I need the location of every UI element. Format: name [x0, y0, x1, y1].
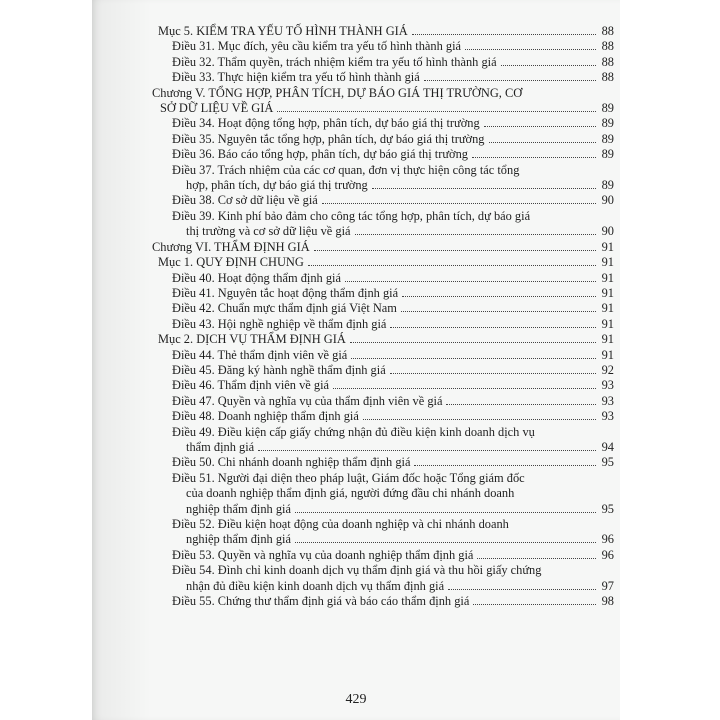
toc-entry-title-line: Điều 52. Điều kiện hoạt động của doanh nghiệp và chi nhánh doanh [172, 517, 509, 531]
toc-entry-dieu [152, 163, 614, 194]
toc-entry-title: Điều 41. Nguyên tắc hoạt động thẩm định giá [172, 285, 399, 300]
toc-entry-title: Điều 55. Chứng thư thẩm định giá và báo cáo thẩm định giá [172, 594, 470, 609]
dot-leader [465, 49, 596, 50]
toc-entry-title-line: Điều 39. Kinh phí bảo đảm cho công tác tổng hợp, phân tích, dự báo giá [172, 208, 531, 223]
dot-leader [473, 604, 596, 605]
toc-entry-title: Điều 40. Hoạt động thẩm định giá [172, 270, 341, 285]
dot-leader [277, 111, 596, 112]
toc-entry-title: nhận đủ điều kiện kinh doanh dịch vụ thẩm định giá [186, 578, 445, 593]
dot-leader [484, 126, 596, 127]
toc-entry-dieu [152, 548, 614, 563]
toc-entry-title: thẩm định giá [186, 439, 255, 454]
toc-entry-page: 89 [601, 101, 614, 116]
dot-leader [501, 65, 596, 66]
dot-leader [390, 327, 596, 328]
toc-entry-title: nghiệp thẩm định giá [186, 532, 291, 547]
toc-entry-dieu [152, 363, 614, 378]
toc-entry-page: 98 [601, 594, 614, 609]
toc-entry-row [172, 178, 614, 193]
toc-entry-muc [152, 332, 614, 347]
toc-entry-row [158, 332, 614, 347]
toc-entry-dieu [152, 594, 614, 609]
toc-entry-row [172, 286, 614, 301]
toc-entry-row [172, 317, 614, 332]
toc-entry-dieu [152, 425, 614, 456]
dot-leader [424, 80, 596, 81]
toc-entry-dieu [152, 132, 614, 147]
toc-entry-dieu [152, 517, 614, 548]
toc-entry-title: Điều 53. Quyền và nghĩa vụ của doanh nghiệp thẩm định giá [172, 547, 474, 562]
toc-entry-row [172, 348, 614, 363]
toc-entry-page: 93 [601, 378, 614, 393]
toc-entry-page: 93 [601, 409, 614, 424]
dot-leader [402, 296, 596, 297]
toc-entry-row [172, 378, 614, 393]
toc-entry-dieu [152, 55, 614, 70]
toc-entry-page: 91 [601, 239, 614, 254]
toc-entry-row [172, 224, 614, 239]
toc-entry-dieu [152, 70, 614, 85]
toc-entry-title: hợp, phân tích, dự báo giá thị trường [186, 178, 368, 193]
toc-entry-title: thị trường và cơ sở dữ liệu về giá [186, 224, 351, 239]
toc-entry-dieu [152, 301, 614, 316]
dot-leader [308, 265, 596, 266]
toc-entry-row [172, 532, 614, 547]
toc-entry-dieu [152, 286, 614, 301]
toc-entry-page: 93 [601, 393, 614, 408]
toc-entry-title: Điều 42. Chuẩn mực thẩm định giá Việt Nam [172, 301, 397, 316]
toc-entry-row [152, 240, 614, 255]
toc-entry-dieu [152, 209, 614, 240]
toc-entry-title: Mục 5. KIỂM TRA YẾU TỐ HÌNH THÀNH GIÁ [158, 24, 408, 38]
toc-entry-dieu [152, 116, 614, 131]
toc-entry-page: 88 [601, 24, 614, 38]
toc-entry-title: Điều 44. Thẻ thẩm định viên về giá [172, 347, 348, 362]
toc-entry-page: 89 [601, 116, 614, 131]
toc-entry-page: 90 [601, 224, 614, 239]
toc-entry-title: Điều 45. Đăng ký hành nghề thẩm định giá [172, 362, 386, 377]
dot-leader [446, 404, 596, 405]
toc-entry-row [172, 70, 614, 85]
toc-entry-row [172, 579, 614, 594]
toc-entry-row [172, 594, 614, 609]
book-page [92, 0, 620, 720]
toc-entry-page: 91 [601, 301, 614, 316]
toc-entry-page: 88 [601, 39, 614, 54]
toc-entry-row [172, 502, 614, 517]
page-number: 429 [345, 692, 367, 707]
toc-entry-page: 89 [601, 178, 614, 193]
toc-entry-dieu [152, 471, 614, 517]
dot-leader [412, 34, 596, 35]
toc-entry-title-line: Điều 49. Điều kiện cấp giấy chứng nhận đủ điều kiện kinh doanh dịch vụ [172, 424, 535, 439]
toc-entry-title-line: Chương V. TỔNG HỢP, PHÂN TÍCH, DỰ BÁO GIÁ THỊ TRƯỜNG, CƠ [152, 85, 523, 100]
toc-entry-title: Điều 32. Thẩm quyền, trách nhiệm kiểm tra yếu tố hình thành giá [172, 54, 497, 69]
toc-entry-title-line: Điều 37. Trách nhiệm của các cơ quan, đơn vị thực hiện công tác tổng [172, 162, 520, 177]
toc-entry-row [172, 55, 614, 70]
toc-entry-row [172, 116, 614, 131]
dot-leader [363, 419, 596, 420]
toc-entry-row [172, 455, 614, 470]
toc-entry-page: 95 [601, 455, 614, 470]
toc-entry-row [172, 271, 614, 286]
toc-entry-page: 91 [601, 316, 614, 331]
toc-entry-dieu [152, 271, 614, 286]
dot-leader [477, 558, 596, 559]
dot-leader [345, 281, 596, 282]
toc-entry-title: Điều 47. Quyền và nghĩa vụ của thẩm định viên về giá [172, 393, 443, 408]
toc-entry-title-line: của doanh nghiệp thẩm định giá, người đứng đầu chi nhánh doanh [186, 486, 515, 501]
toc-entry-row [158, 24, 614, 39]
toc-entry-page: 91 [601, 332, 614, 347]
toc-entry-page: 88 [601, 54, 614, 69]
toc-entry-page: 94 [601, 439, 614, 454]
toc-entry-dieu [152, 563, 614, 594]
toc-entry-chuong [152, 86, 614, 117]
dot-leader [295, 542, 596, 543]
dot-leader [322, 203, 596, 204]
toc-entry-title: Điều 36. Báo cáo tổng hợp, phân tích, dự báo giá thị trường [172, 147, 468, 162]
toc-entry-dieu [152, 409, 614, 424]
toc-entry-page: 97 [601, 578, 614, 593]
toc-entry-dieu [152, 39, 614, 54]
toc-entry-muc [152, 255, 614, 270]
toc-entry-dieu [152, 378, 614, 393]
toc-entry-row [172, 363, 614, 378]
dot-leader [351, 358, 596, 359]
toc-entry-chuong [152, 240, 614, 255]
toc-entry-page: 88 [601, 70, 614, 85]
toc-entry-row [172, 394, 614, 409]
dot-leader [258, 450, 596, 451]
toc-entry-row [172, 440, 614, 455]
toc-entry-title: Điều 33. Thực hiện kiểm tra yếu tố hình thành giá [172, 70, 420, 85]
toc-entry-row [172, 409, 614, 424]
toc-entry-page: 89 [601, 147, 614, 162]
toc-entry-dieu [152, 394, 614, 409]
dot-leader [295, 512, 596, 513]
toc-entry-page: 91 [601, 347, 614, 362]
toc-entry-dieu [152, 455, 614, 470]
dot-leader [472, 157, 596, 158]
dot-leader [401, 311, 596, 312]
dot-leader [314, 250, 596, 251]
toc-entry-page: 96 [601, 532, 614, 547]
dot-leader [355, 234, 596, 235]
toc-entry-title: Điều 46. Thẩm định viên về giá [172, 378, 330, 393]
dot-leader [333, 388, 596, 389]
toc-entry-page: 91 [601, 285, 614, 300]
dot-leader [414, 465, 596, 466]
toc-entry-row [158, 255, 614, 270]
toc-entry-dieu [152, 193, 614, 208]
page-gutter-shadow [92, 0, 152, 720]
table-of-contents [152, 24, 614, 609]
toc-entry-title: Chương VI. THẨM ĐỊNH GIÁ [152, 239, 310, 254]
toc-entry-row [172, 301, 614, 316]
dot-leader [372, 188, 596, 189]
toc-entry-title: SỞ DỮ LIỆU VỀ GIÁ [160, 101, 274, 116]
toc-entry-title: Điều 35. Nguyên tắc tổng hợp, phân tích, dự báo giá thị trường [172, 131, 485, 146]
toc-entry-muc [152, 24, 614, 39]
toc-entry-title: Điều 50. Chi nhánh doanh nghiệp thẩm định giá [172, 455, 411, 470]
toc-entry-row [172, 39, 614, 54]
toc-entry-row [172, 147, 614, 162]
dot-leader [350, 342, 596, 343]
toc-entry-page: 92 [601, 362, 614, 377]
toc-entry-dieu [152, 317, 614, 332]
toc-entry-title: Mục 1. QUY ĐỊNH CHUNG [158, 255, 304, 270]
toc-entry-page: 91 [601, 270, 614, 285]
toc-entry-row [172, 132, 614, 147]
toc-entry-row [152, 101, 614, 116]
toc-entry-page: 95 [601, 501, 614, 516]
dot-leader [390, 373, 596, 374]
toc-entry-title: Điều 34. Hoạt động tổng hợp, phân tích, dự báo giá thị trường [172, 116, 480, 131]
dot-leader [489, 142, 597, 143]
toc-entry-title: Điều 48. Doanh nghiệp thẩm định giá [172, 409, 359, 424]
toc-entry-title: Điều 43. Hội nghề nghiệp về thẩm định giá [172, 316, 387, 331]
toc-entry-row [172, 193, 614, 208]
toc-entry-dieu [152, 147, 614, 162]
toc-entry-title: Điều 38. Cơ sở dữ liệu về giá [172, 193, 318, 208]
toc-entry-page: 96 [601, 547, 614, 562]
toc-entry-page: 89 [601, 131, 614, 146]
toc-entry-page: 90 [601, 193, 614, 208]
toc-entry-title-line: Điều 54. Đình chỉ kinh doanh dịch vụ thẩm định giá và thu hồi giấy chứng [172, 563, 542, 578]
toc-entry-title: Điều 31. Mục đích, yêu cầu kiểm tra yếu tố hình thành giá [172, 39, 462, 54]
dot-leader [448, 589, 596, 590]
toc-entry-title: Mục 2. DỊCH VỤ THẨM ĐỊNH GIÁ [158, 332, 346, 347]
toc-entry-dieu [152, 348, 614, 363]
toc-entry-page: 91 [601, 255, 614, 270]
toc-entry-title-line: Điều 51. Người đại diện theo pháp luật, Giám đốc hoặc Tổng giám đốc [172, 470, 525, 485]
toc-entry-row [172, 548, 614, 563]
toc-entry-title: nghiệp thẩm định giá [186, 501, 291, 516]
